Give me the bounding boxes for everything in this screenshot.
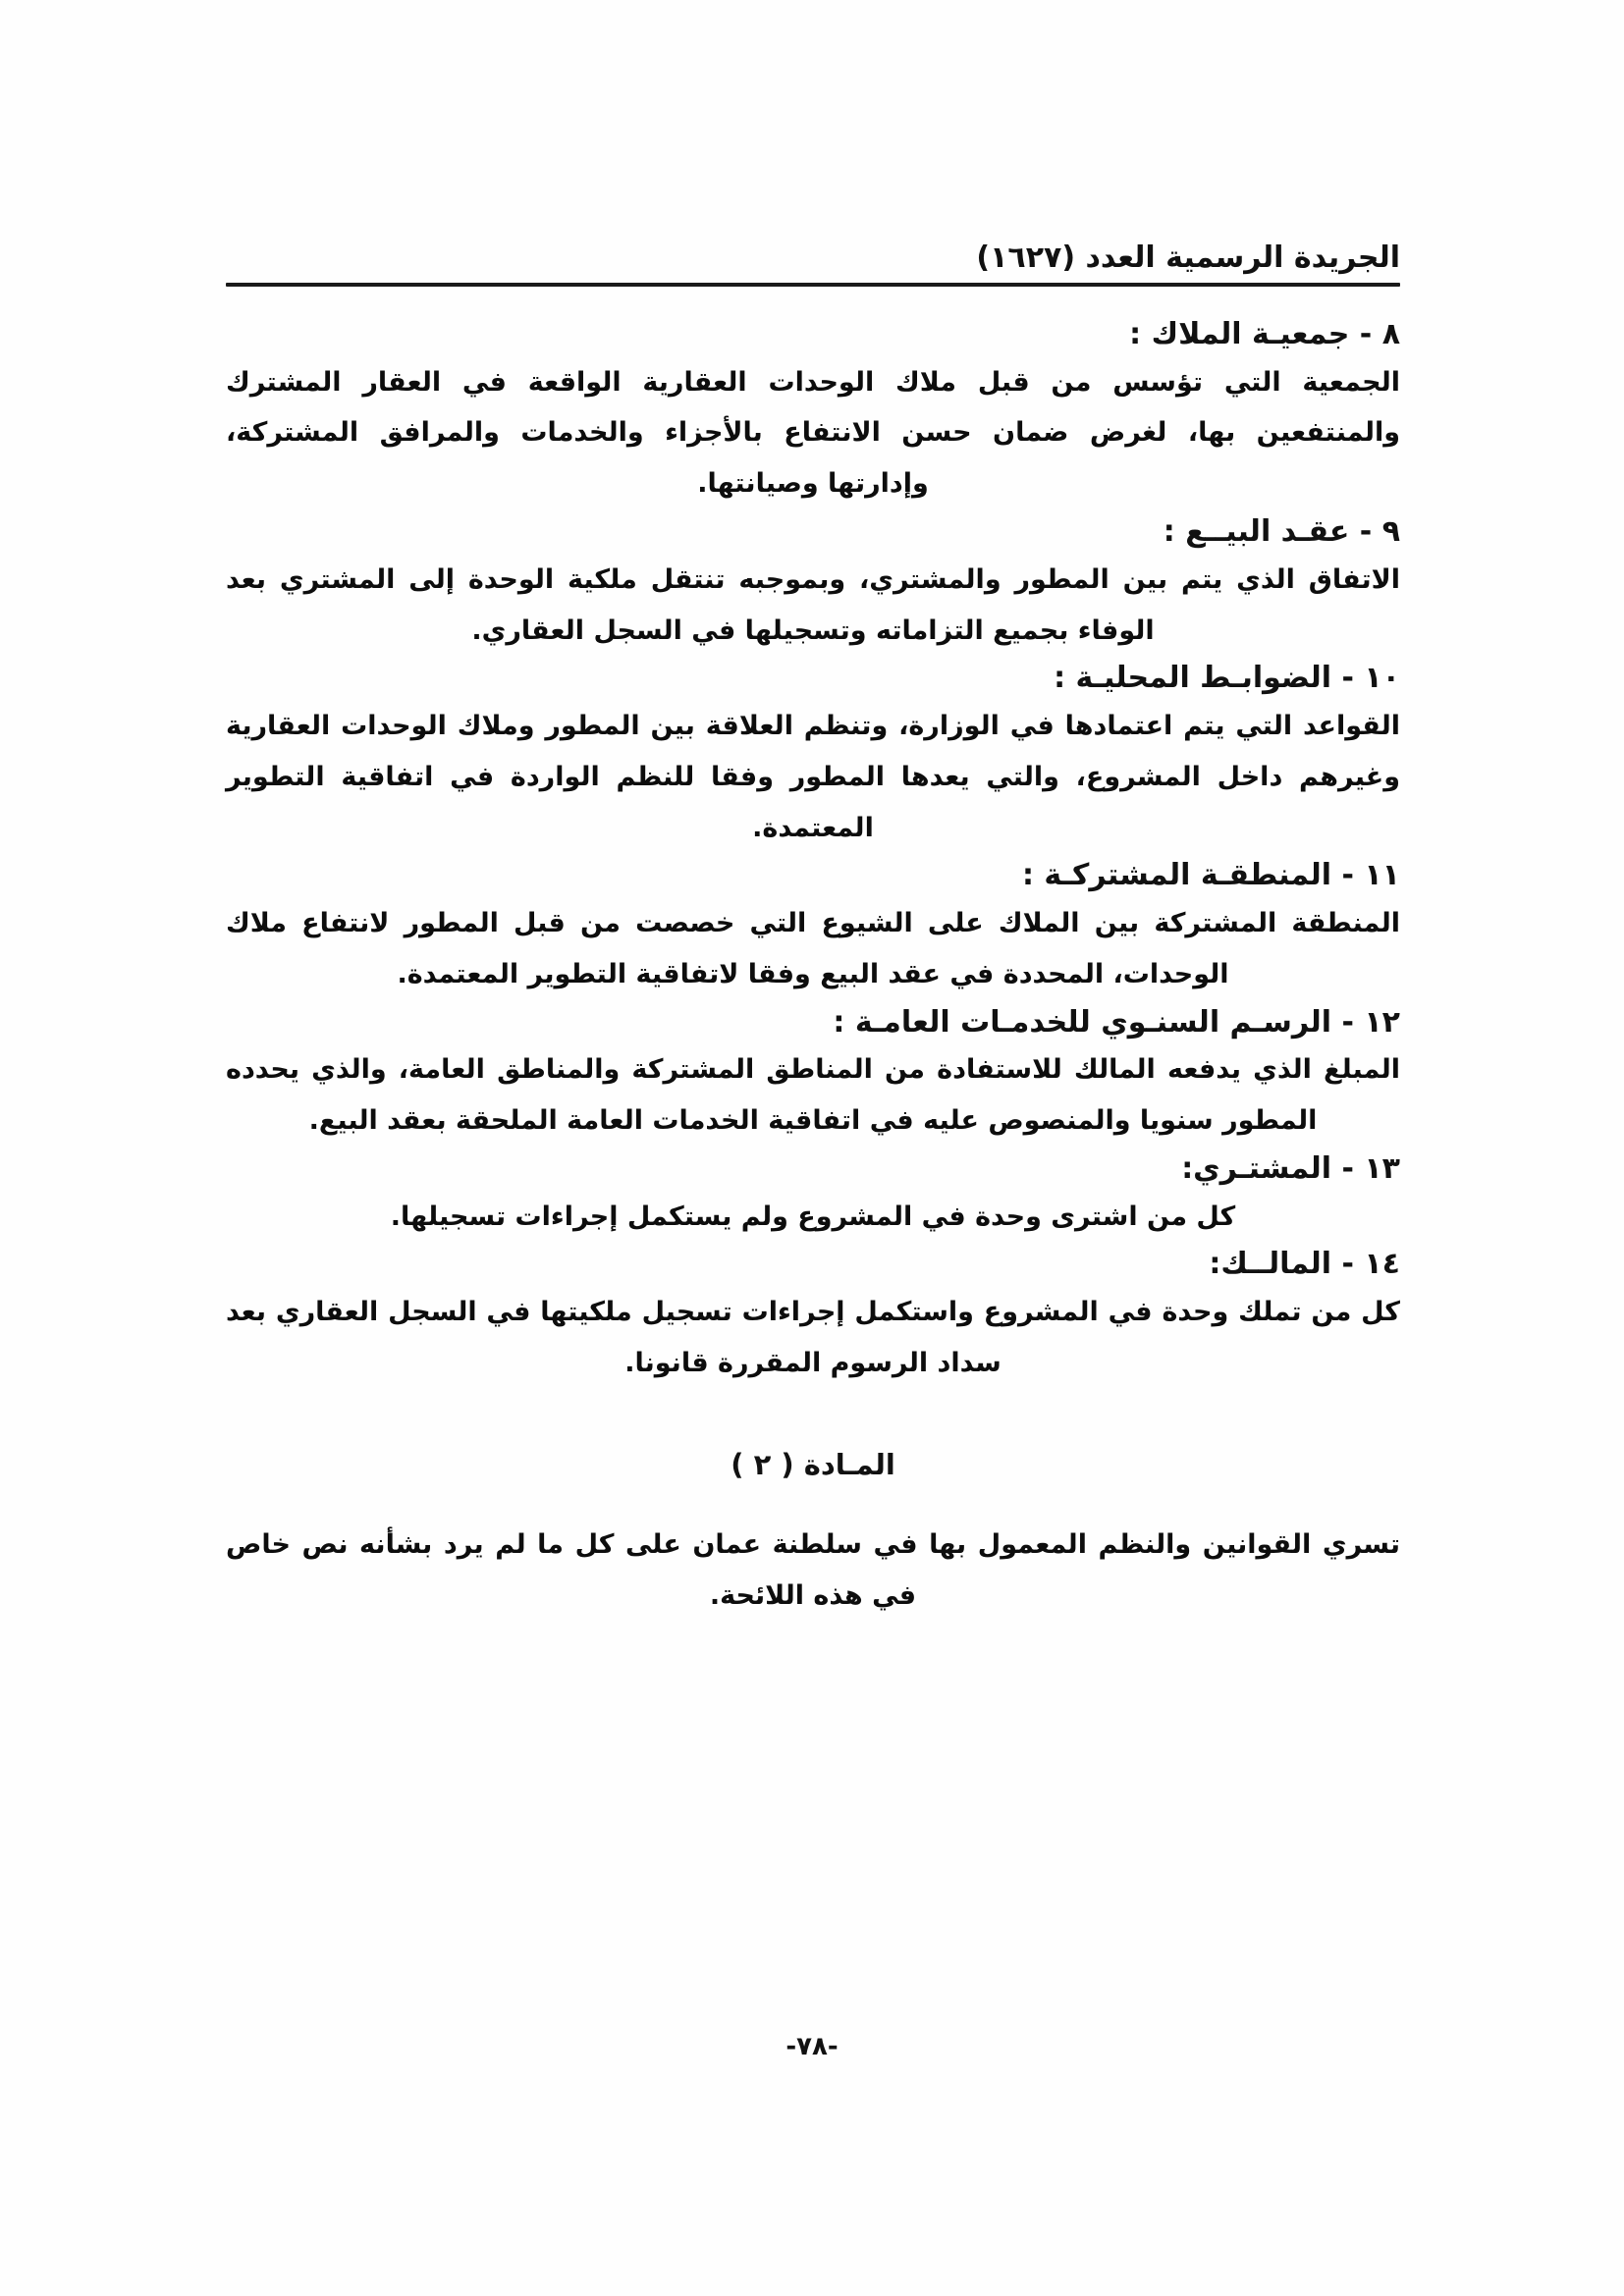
definition-heading-14: ١٤ - المالــك: <box>1209 1247 1400 1282</box>
definition-item-8 <box>226 312 1400 509</box>
definition-heading-12: ١٢ - الرسـم السنـوي للخدمـات العامـة : <box>833 1004 1400 1040</box>
definition-body-10: القواعد التي يتم اعتمادها في الوزارة، وتنظم العلاقة بين المطور وملاك الوحدات العقارية وغيرهم داخل المشروع، والتي يعدها المطور وفقا للنظم الواردة في اتفاقية التطوير المعتمدة. <box>226 710 1400 843</box>
document-body <box>226 312 1400 1622</box>
page-header <box>226 241 1400 287</box>
definition-body-13: كل من اشترى وحدة في المشروع ولم يستكمل إجراءات تسجيلها. <box>390 1201 1236 1232</box>
definition-heading-8: ٨ - جمعيـة الملاك : <box>1129 317 1400 351</box>
definition-heading-11: ١١ - المنطقـة المشتركـة : <box>1021 858 1400 893</box>
definition-item-14 <box>226 1242 1400 1388</box>
definition-item-12 <box>226 1000 1400 1147</box>
page-number: -٧٨- <box>785 2032 839 2061</box>
article-section <box>226 1444 1400 1622</box>
definition-heading-13: ١٣ - المشتـري: <box>1181 1150 1400 1186</box>
definition-item-9 <box>226 509 1400 656</box>
definition-item-11 <box>226 853 1400 999</box>
definition-body-14: كل من تملك وحدة في المشروع واستكمل إجراءات تسجيل ملكيتها في السجل العقاري بعد سداد الرسوم المقررة قانونا. <box>226 1296 1400 1378</box>
definition-body-12: المبلغ الذي يدفعه المالك للاستفادة من المناطق المشتركة والمناطق العامة، والذي يحدده المطور سنويا والمنصوص عليه في اتفاقية الخدمات العامة الملحقة بعقد البيع. <box>226 1054 1400 1137</box>
definition-body-11: المنطقة المشتركة بين الملاك على الشيوع التي خصصت من قبل المطور لانتفاع ملاك الوحدات، المحددة في عقد البيع وفقا لاتفاقية التطوير المعتمدة. <box>226 908 1400 989</box>
definition-body-8: الجمعية التي تؤسس من قبل ملاك الوحدات العقارية الواقعة في العقار المشترك والمنتفعين بها، لغرض ضمان حسن الانتفاع بالأجزاء والخدمات والمرافق المشتركة، وإدارتها وصيانتها. <box>226 366 1400 500</box>
definition-item-13 <box>226 1147 1400 1242</box>
header-rule <box>226 283 1400 287</box>
definition-heading-9: ٩ - عقـد البيــع : <box>1163 514 1400 550</box>
article-body: تسري القوانين والنظم المعمول بها في سلطنة عمان على كل ما لم يرد بشأنه نص خاص في هذه اللائحة. <box>226 1529 1400 1611</box>
definition-body-9: الاتفاق الذي يتم بين المطور والمشتري، وبموجبه تنتقل ملكية الوحدة إلى المشتري بعد الوفاء بجميع التزاماته وتسجيلها في السجل العقاري. <box>226 563 1400 646</box>
running-title: الجريدة الرسمية العدد (١٦٢٧) <box>976 240 1400 275</box>
definition-item-10 <box>226 656 1400 853</box>
article-title: المـادة ( ٢ ) <box>731 1447 895 1481</box>
definition-heading-10: ١٠ - الضوابـط المحليـة : <box>1054 661 1400 696</box>
